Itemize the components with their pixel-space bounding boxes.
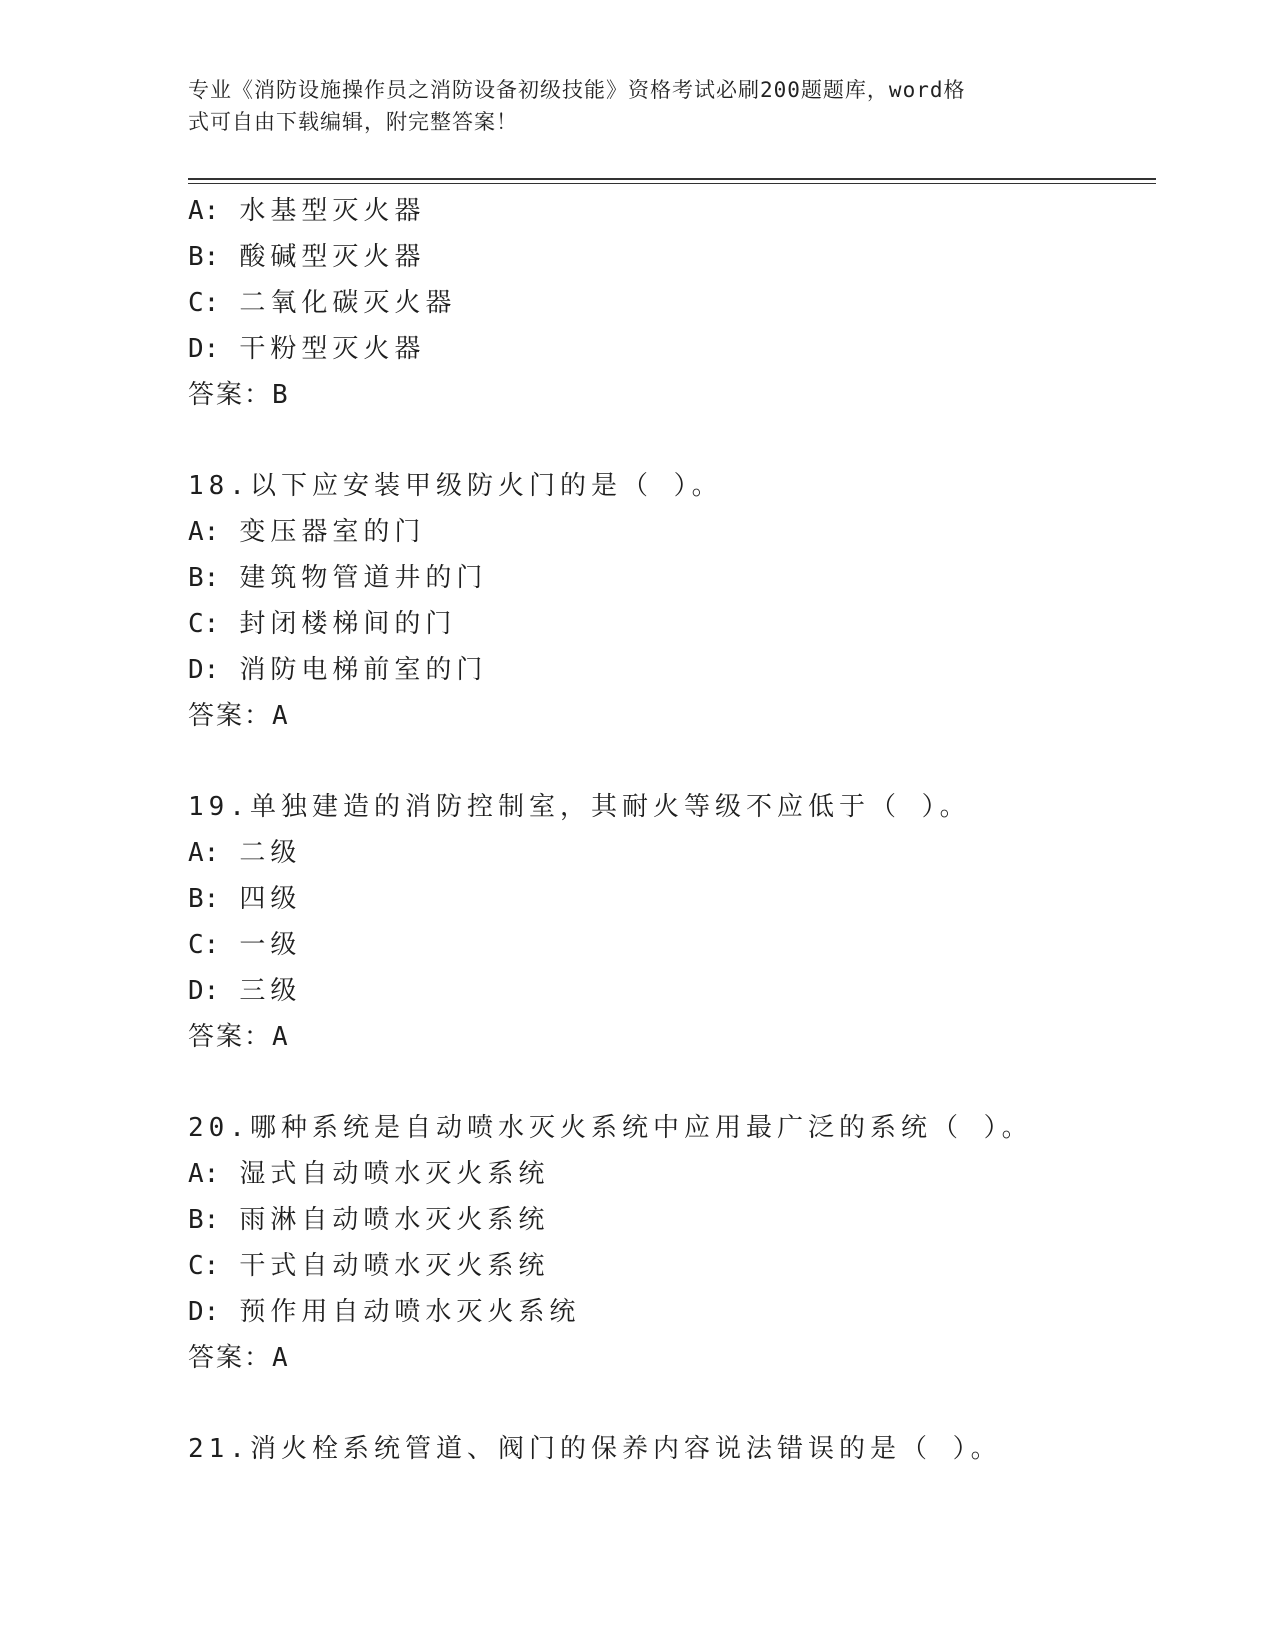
option-d [188, 1289, 1156, 1335]
option-label: A: [188, 1159, 220, 1189]
option-text: 三级 [239, 976, 302, 1006]
option-a [188, 509, 1156, 555]
question-block [188, 1426, 1156, 1472]
question-block [188, 784, 1156, 1060]
option-label: C: [188, 609, 220, 639]
option-text: 消防电梯前室的门 [239, 655, 488, 685]
option-text: 封闭楼梯间的门 [239, 609, 457, 639]
answer-line [188, 372, 1156, 418]
answer-prefix: 答案： [188, 1343, 273, 1373]
answer-value: B [272, 380, 290, 410]
option-d [188, 326, 1156, 372]
option-label: A: [188, 196, 220, 226]
option-text: 一级 [239, 930, 302, 960]
document-header [188, 74, 1068, 138]
option-c [188, 601, 1156, 647]
option-text: 四级 [239, 884, 302, 914]
answer-value: A [272, 1343, 290, 1373]
option-a [188, 830, 1156, 876]
header-divider-thin [188, 183, 1156, 184]
option-label: D: [188, 655, 220, 685]
answer-value: A [272, 1022, 290, 1052]
option-c [188, 1243, 1156, 1289]
option-label: B: [188, 242, 220, 272]
option-text: 干式自动喷水灭火系统 [239, 1251, 550, 1281]
option-label: A: [188, 838, 220, 868]
option-a [188, 1151, 1156, 1197]
option-b [188, 876, 1156, 922]
option-label: D: [188, 334, 220, 364]
option-text: 二级 [239, 838, 302, 868]
option-text: 雨淋自动喷水灭火系统 [239, 1205, 550, 1235]
answer-line [188, 1335, 1156, 1381]
answer-prefix: 答案： [188, 1022, 273, 1052]
answer-prefix: 答案： [188, 701, 273, 731]
question-title: 21.消火栓系统管道、阀门的保养内容说法错误的是（ ）。 [188, 1434, 1002, 1464]
option-text: 预作用自动喷水灭火系统 [239, 1297, 581, 1327]
option-label: D: [188, 1297, 220, 1327]
header-line-1: 专业《消防设施操作员之消防设备初级技能》资格考试必刷200题题库，word格 [188, 78, 966, 102]
option-label: C: [188, 930, 220, 960]
question-block [188, 463, 1156, 739]
partial-question [188, 188, 1156, 418]
option-b [188, 234, 1156, 280]
option-text: 干粉型灭火器 [239, 334, 426, 364]
answer-prefix: 答案： [188, 380, 273, 410]
option-text: 建筑物管道井的门 [239, 563, 488, 593]
answer-value: A [272, 701, 290, 731]
option-text: 水基型灭火器 [239, 196, 426, 226]
option-label: A: [188, 517, 220, 547]
option-label: C: [188, 1251, 220, 1281]
question-title: 20.哪种系统是自动喷水灭火系统中应用最广泛的系统（ ）。 [188, 1113, 1033, 1143]
option-label: B: [188, 563, 220, 593]
option-text: 湿式自动喷水灭火系统 [239, 1159, 550, 1189]
question-block [188, 1105, 1156, 1381]
option-d [188, 968, 1156, 1014]
option-c [188, 280, 1156, 326]
option-text: 二氧化碳灭火器 [239, 288, 457, 318]
option-d [188, 647, 1156, 693]
header-divider-thick [188, 178, 1156, 180]
question-title: 19.单独建造的消防控制室，其耐火等级不应低于（ ）。 [188, 792, 971, 822]
option-text: 变压器室的门 [239, 517, 426, 547]
option-label: B: [188, 884, 220, 914]
option-text: 酸碱型灭火器 [239, 242, 426, 272]
option-b [188, 555, 1156, 601]
option-c [188, 922, 1156, 968]
question-list [188, 188, 1156, 1472]
option-label: B: [188, 1205, 220, 1235]
question-title: 18.以下应安装甲级防火门的是（ ）。 [188, 471, 723, 501]
answer-line [188, 693, 1156, 739]
header-line-2: 式可自由下载编辑，附完整答案！ [188, 110, 518, 134]
answer-line [188, 1014, 1156, 1060]
option-label: C: [188, 288, 220, 318]
option-a [188, 188, 1156, 234]
option-b [188, 1197, 1156, 1243]
option-label: D: [188, 976, 220, 1006]
